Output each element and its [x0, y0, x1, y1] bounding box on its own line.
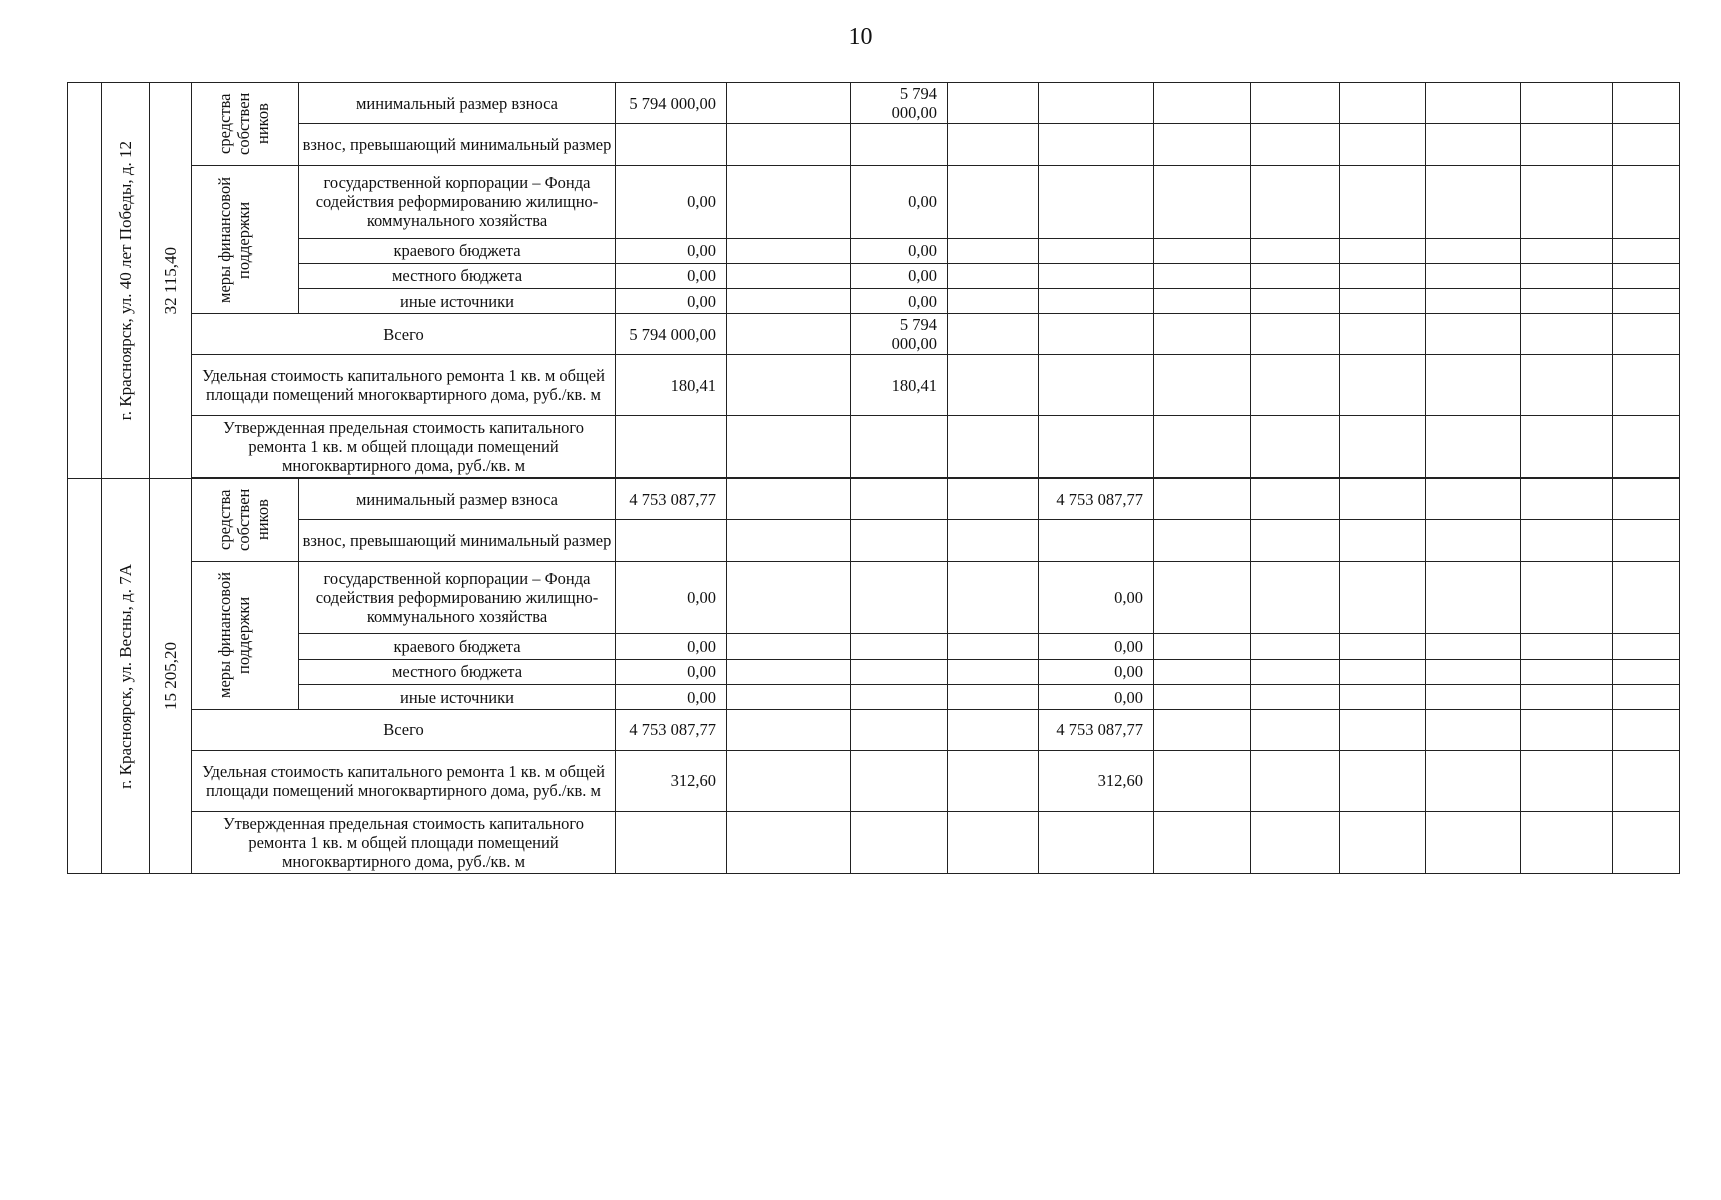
- table-row: [68, 238, 1680, 263]
- owners-funds-label: средства собствен ников: [215, 488, 272, 552]
- regional-budget-value: 0,00: [616, 238, 727, 263]
- unit-cost-value: 180,41: [616, 354, 727, 416]
- local-budget-label: местного бюджета: [299, 263, 616, 288]
- table-row: [68, 289, 1680, 314]
- building-area-cell: [150, 83, 192, 479]
- page-number: 10: [848, 24, 873, 50]
- total-label: Всего: [192, 710, 616, 750]
- owners-funds-cell: [192, 83, 299, 166]
- building-area-cell: [150, 478, 192, 873]
- table-row: [68, 634, 1680, 659]
- table-row: [68, 416, 1680, 478]
- support-measures-label: меры финансовой поддержки: [215, 176, 253, 303]
- state-corp-value-b: 0,00: [851, 165, 948, 238]
- local-budget-value-b: 0,00: [851, 263, 948, 288]
- other-sources-value-b: 0,00: [851, 289, 948, 314]
- table-row: [68, 710, 1680, 750]
- building-address-cell: [102, 478, 150, 873]
- building-area: 32 115,40: [161, 246, 180, 315]
- unit-cost-value: 312,60: [616, 750, 727, 812]
- local-budget-label: местного бюджета: [299, 659, 616, 684]
- regional-budget-value-b: 0,00: [1039, 634, 1154, 659]
- local-budget-value: 0,00: [616, 263, 727, 288]
- state-corp-value-b: 0,00: [1039, 561, 1154, 634]
- min-fee-value: 5 794 000,00: [616, 83, 727, 124]
- regional-budget-label: краевого бюджета: [299, 238, 616, 263]
- table-row: [68, 314, 1680, 354]
- other-sources-label: иные источники: [299, 684, 616, 709]
- min-fee-value-b: 5 794 000,00: [851, 83, 948, 124]
- max-cost-label: Утвержденная предельная стоимость капитального ремонта 1 кв. м общей площади помещений многоквартирного дома, руб./кв. м: [192, 812, 616, 874]
- table-row: [68, 165, 1680, 238]
- regional-budget-value: 0,00: [616, 634, 727, 659]
- table-row: [68, 124, 1680, 165]
- building-address-cell: [102, 83, 150, 479]
- state-corp-value: 0,00: [616, 165, 727, 238]
- building-address: г. Красноярск, ул. 40 лет Победы, д. 12: [116, 140, 135, 421]
- support-measures-label: меры финансовой поддержки: [215, 572, 253, 699]
- other-sources-label: иные источники: [299, 289, 616, 314]
- min-fee-label: минимальный размер взноса: [299, 478, 616, 519]
- local-budget-value: 0,00: [616, 659, 727, 684]
- unit-cost-value-b: 180,41: [851, 354, 948, 416]
- owners-funds-label: средства собствен ников: [215, 92, 272, 156]
- capital-repair-table: [67, 82, 1680, 874]
- state-corp-label: государственной корпорации – Фонда содействия реформированию жилищно-коммунального хозяйства: [299, 165, 616, 238]
- regional-budget-label: краевого бюджета: [299, 634, 616, 659]
- total-value-b: 4 753 087,77: [1039, 710, 1154, 750]
- owners-funds-cell: [192, 478, 299, 561]
- total-value-b: 5 794 000,00: [851, 314, 948, 354]
- over-min-fee-label: взнос, превышающий минимальный размер: [299, 124, 616, 165]
- unit-cost-value-b: 312,60: [1039, 750, 1154, 812]
- max-cost-label: Утвержденная предельная стоимость капитального ремонта 1 кв. м общей площади помещений многоквартирного дома, руб./кв. м: [192, 416, 616, 478]
- table-row: [68, 659, 1680, 684]
- building-address: г. Красноярск, ул. Весны, д. 7А: [116, 563, 135, 789]
- table-row: [68, 520, 1680, 561]
- over-min-fee-label: взнос, превышающий минимальный размер: [299, 520, 616, 561]
- row-marker-cell: [68, 478, 102, 873]
- state-corp-label: государственной корпорации – Фонда содействия реформированию жилищно-коммунального хозяйства: [299, 561, 616, 634]
- min-fee-value-b: 4 753 087,77: [1039, 478, 1154, 519]
- table-row: [68, 750, 1680, 812]
- building-area: 15 205,20: [161, 641, 180, 710]
- support-measures-cell: [192, 165, 299, 313]
- table-row: [68, 478, 1680, 519]
- other-sources-value-b: 0,00: [1039, 684, 1154, 709]
- min-fee-value: 4 753 087,77: [616, 478, 727, 519]
- total-label: Всего: [192, 314, 616, 354]
- state-corp-value: 0,00: [616, 561, 727, 634]
- table-row: [68, 83, 1680, 124]
- total-value: 4 753 087,77: [616, 710, 727, 750]
- other-sources-value: 0,00: [616, 684, 727, 709]
- local-budget-value-b: 0,00: [1039, 659, 1154, 684]
- table-row: [68, 684, 1680, 709]
- table-row: [68, 354, 1680, 416]
- unit-cost-label: Удельная стоимость капитального ремонта 1 кв. м общей площади помещений многоквартирного дома, руб./кв. м: [192, 354, 616, 416]
- table-row: [68, 263, 1680, 288]
- total-value: 5 794 000,00: [616, 314, 727, 354]
- table-row: [68, 812, 1680, 874]
- regional-budget-value-b: 0,00: [851, 238, 948, 263]
- table-row: [68, 561, 1680, 634]
- other-sources-value: 0,00: [616, 289, 727, 314]
- row-marker-cell: [68, 83, 102, 479]
- unit-cost-label: Удельная стоимость капитального ремонта 1 кв. м общей площади помещений многоквартирного дома, руб./кв. м: [192, 750, 616, 812]
- min-fee-label: минимальный размер взноса: [299, 83, 616, 124]
- support-measures-cell: [192, 561, 299, 709]
